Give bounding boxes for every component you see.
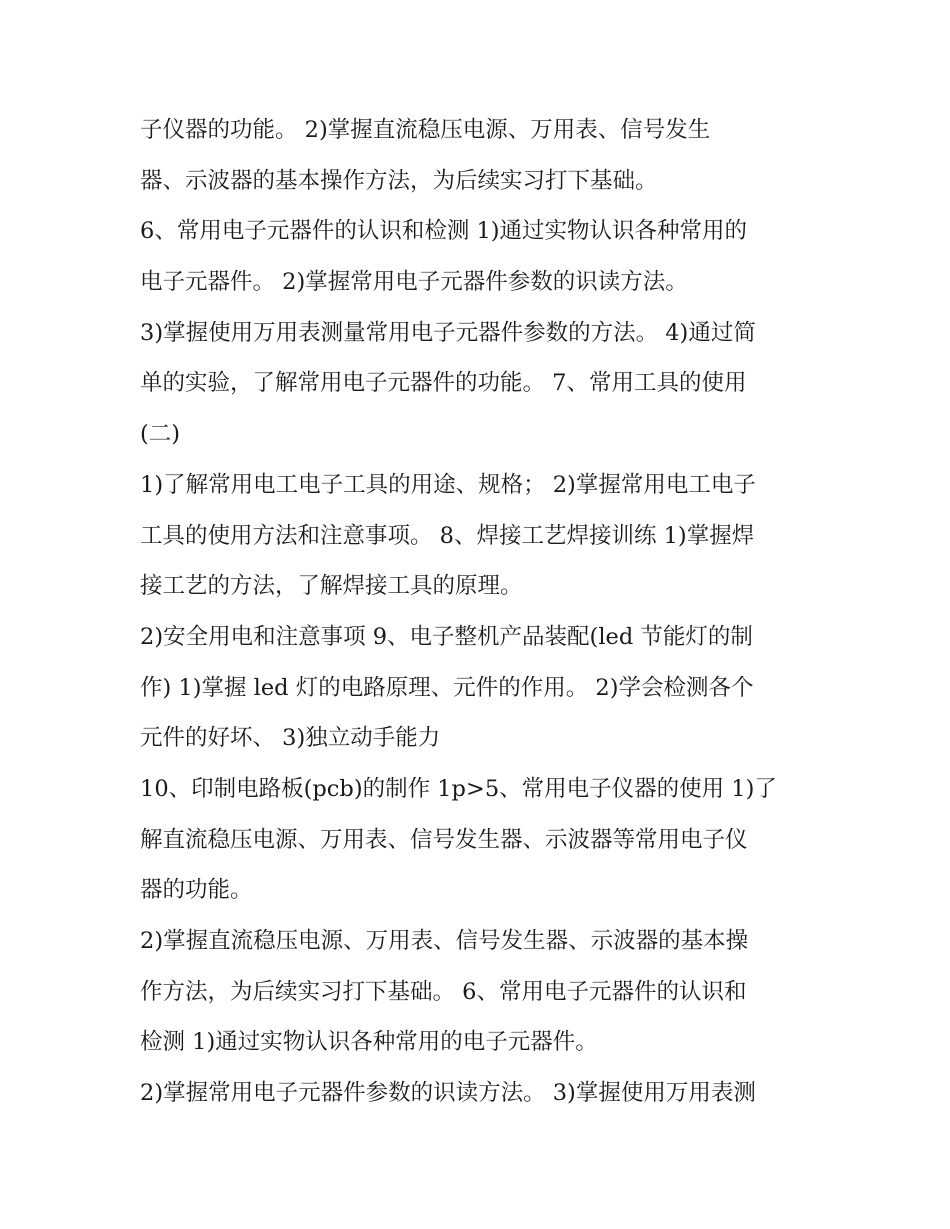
text-line: 3)掌握使用万用表测量常用电子元器件参数的方法。 4)通过简 <box>140 319 756 346</box>
text-line: 解直流稳压电源、万用表、信号发生器、示波器等常用电子仪 <box>140 826 748 853</box>
text-line: 接工艺的方法，了解焊接工具的原理。 <box>140 573 523 600</box>
text-line: 作) 1)掌握 led 灯的电路原理、元件的作用。 2)学会检测各个 <box>140 674 754 701</box>
text-line: 1)了解常用电工电子工具的用途、规格； 2)掌握常用电工电子 <box>140 471 756 498</box>
text-line: (二) <box>140 421 181 448</box>
text-line: 2)掌握直流稳压电源、万用表、信号发生器、示波器的基本操 <box>140 928 749 954</box>
text-line: 作方法，为后续实习打下基础。 6、常用电子元器件的认识和 <box>140 978 747 1005</box>
text-line: 2)安全用电和注意事项 9、电子整机产品装配(led 节能灯的制 <box>140 623 753 650</box>
text-line: 工具的使用方法和注意事项。 8、焊接工艺焊接训练 1)掌握焊 <box>140 522 755 549</box>
text-line: 电子元器件。 2)掌握常用电子元器件参数的识读方法。 <box>140 269 688 296</box>
text-line: 器的功能。 <box>140 877 253 904</box>
text-line: 单的实验，了解常用电子元器件的功能。 7、常用工具的使用 <box>140 370 747 397</box>
text-line: 元件的好坏、 3)独立动手能力 <box>140 725 441 752</box>
text-line: 检测 1)通过实物认识各种常用的电子元器件。 <box>140 1029 598 1056</box>
text-line: 10、印制电路板(pcb)的制作 1p>5、常用电子仪器的使用 1)了 <box>140 775 777 802</box>
document-body <box>140 105 820 1119</box>
text-line: 2)掌握常用电子元器件参数的识读方法。 3)掌握使用万用表测 <box>140 1080 756 1107</box>
text-line: 子仪器的功能。 2)掌握直流稳压电源、万用表、信号发生 <box>140 117 711 143</box>
text-line: 器、示波器的基本操作方法，为后续实习打下基础。 <box>140 167 658 194</box>
text-line: 6、常用电子元器件的认识和检测 1)通过实物认识各种常用的 <box>140 218 748 245</box>
